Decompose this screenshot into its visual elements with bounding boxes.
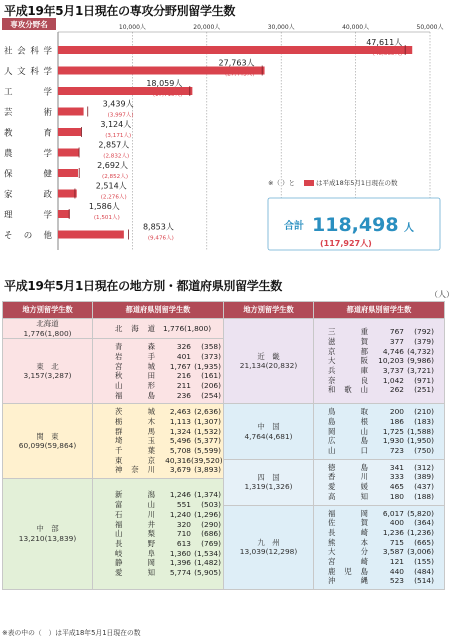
prefecture-name: 千葉 <box>115 446 155 456</box>
prefecture-prev-value: (1,307) <box>194 417 221 426</box>
prefecture-row <box>314 385 444 395</box>
prefecture-prev-value: (210) <box>414 407 434 417</box>
prefecture-value: 5,496 <box>169 436 191 446</box>
prefecture-row <box>314 567 444 577</box>
prefecture-name: 沖縄 <box>328 576 368 586</box>
prefecture-name: 群馬 <box>115 426 155 436</box>
prefecture-prev-value: (5,905) <box>194 567 221 577</box>
prefecture-list <box>314 505 445 590</box>
bar <box>58 108 84 116</box>
prefecture-row <box>93 465 223 475</box>
prefecture-prev-value <box>243 324 273 334</box>
prefecture-row <box>93 500 223 510</box>
region-name: 北海道 <box>36 319 59 328</box>
prefecture-value: 341 <box>389 462 404 472</box>
prefecture-prev-value: (2,636) <box>194 407 221 417</box>
prefecture-prev-value: (1,374) <box>194 490 221 500</box>
prefecture-row <box>314 337 444 347</box>
category-label: 社会科学 <box>4 46 52 57</box>
prefecture-name: 茨城 <box>115 407 155 417</box>
prefecture-name: 秋田 <box>115 371 155 381</box>
prefecture-name: 埼玉 <box>115 436 155 446</box>
total-value: 118,498 <box>312 214 399 236</box>
prefecture-name: 山梨 <box>115 529 155 539</box>
prefecture-prev-value: (5,599) <box>194 446 221 456</box>
prefecture-row <box>314 366 444 376</box>
region-total: 21,134(20,832) <box>239 361 298 371</box>
prefecture-prev-value: (750) <box>414 446 434 456</box>
prefecture-prev-value: (155) <box>414 556 434 566</box>
prefecture-prev-value: (4,732) <box>407 346 434 356</box>
prefecture-value: 6,017 <box>382 508 404 518</box>
prefecture-name: 和歌山 <box>328 385 368 395</box>
region-cell <box>3 319 93 339</box>
prefecture-prev-value: (161) <box>201 371 221 381</box>
prefecture-row <box>93 510 223 520</box>
prefecture-name: 東京 <box>115 455 155 465</box>
prefecture-value: 40,316 <box>165 455 191 465</box>
prefecture-row <box>314 492 444 502</box>
prefecture-value: 1,246 <box>169 490 191 500</box>
prefecture-prev-value: (437) <box>414 482 434 492</box>
prefecture-list <box>93 404 224 479</box>
prefecture-row <box>314 509 444 519</box>
prefecture-name: 山形 <box>115 380 155 390</box>
table-row <box>3 404 445 415</box>
prefecture-value: 10,203 <box>378 356 404 366</box>
prev-value-label: (46,665人) <box>372 51 403 57</box>
prefecture-row <box>314 376 444 386</box>
prev-value-label: (2,852人) <box>102 174 129 180</box>
prefecture-name: 佐賀 <box>328 518 368 528</box>
region-name: 東 北 <box>36 361 59 371</box>
prefecture-row <box>93 558 223 568</box>
prefecture-value: 3,679 <box>169 465 191 475</box>
prev-value-label: (2,832人) <box>103 153 130 160</box>
prefecture-value: 186 <box>389 417 404 426</box>
prefecture-row <box>93 520 223 530</box>
prefecture-row <box>314 482 444 492</box>
prefecture-value: 715 <box>389 537 404 547</box>
prefecture-prev-value: (9,986) <box>407 356 434 366</box>
prefecture-row <box>314 347 444 357</box>
prefecture-prev-value: (389) <box>414 472 434 482</box>
prefecture-value: 465 <box>389 482 404 492</box>
prefecture-name: 長野 <box>115 538 155 548</box>
prefecture-value: 211 <box>176 380 191 390</box>
prefecture-row <box>314 446 444 456</box>
prefecture-name: 鹿児島 <box>328 566 368 576</box>
prefecture-row <box>93 568 223 578</box>
prefecture-row <box>93 427 223 437</box>
legend-swatch <box>304 180 314 186</box>
prefecture-value: 1,767 <box>169 361 191 371</box>
prefecture-prev-value: (373) <box>201 351 221 361</box>
prefecture-value: 4,746 <box>382 346 404 356</box>
table-header-row <box>3 302 445 319</box>
prefecture-prev-value: (665) <box>414 537 434 547</box>
prefecture-prev-value: (1,236) <box>407 527 434 537</box>
value-label: 2,857人 <box>98 140 130 150</box>
prefecture-value: 326 <box>176 342 191 352</box>
prefecture-row <box>93 417 223 427</box>
prefecture-prev-value: (364) <box>414 518 434 528</box>
prev-value-label: (2,276人) <box>100 194 127 201</box>
prefecture-value: 551 <box>176 500 191 510</box>
prefecture-name: 高知 <box>328 491 368 501</box>
value-label: 47,611人 <box>366 38 403 47</box>
x-tick-label: 20,000人 <box>193 24 221 31</box>
category-label: 人文科学 <box>4 67 52 77</box>
bar <box>58 46 412 54</box>
prefecture-name: 福岡 <box>328 508 368 518</box>
category-label: その他 <box>4 231 52 241</box>
prefecture-row <box>314 528 444 538</box>
category-label: 理学 <box>4 210 52 221</box>
prev-value-label: (3,171人) <box>105 133 132 139</box>
prefecture-row <box>93 549 223 559</box>
prefecture-row <box>93 391 223 401</box>
prefecture-prev-value: (39,520) <box>191 455 223 465</box>
prefecture-name: 静岡 <box>115 558 155 568</box>
prefecture-prev-value: (971) <box>414 375 434 385</box>
prefecture-value: 333 <box>389 472 404 482</box>
prefecture-name: 福島 <box>115 390 155 400</box>
prefecture-value: 723 <box>389 446 404 456</box>
table-row <box>3 319 445 339</box>
prefecture-name: 神奈川 <box>115 465 155 475</box>
prefecture-list <box>93 319 224 339</box>
prefecture-row <box>314 407 444 417</box>
prefecture-prev-value: (503) <box>201 500 221 510</box>
prefecture-list <box>93 479 224 590</box>
prefecture-value: 1,042 <box>382 375 404 385</box>
prefecture-prev-value: (1,532) <box>194 426 221 436</box>
prefecture-value: 710 <box>176 529 191 539</box>
region-total: 60,099(59,864) <box>18 441 77 451</box>
prefecture-name: 兵庫 <box>328 366 368 375</box>
region-name: 中 部 <box>36 524 59 534</box>
region-cell <box>3 404 93 479</box>
prefecture-value: 1,776(1,800) <box>163 323 212 333</box>
prefecture-row <box>314 576 444 586</box>
prefecture-row <box>314 427 444 437</box>
prefecture-value: 3,587 <box>382 547 404 557</box>
region-name: 関 東 <box>36 431 59 441</box>
region-total: 4,764(4,681) <box>244 431 293 441</box>
region-cell <box>3 339 93 404</box>
table-title: 平成19年5月1日現在の地方別・都道府県別留学生数 <box>4 279 282 293</box>
prefecture-name: 熊本 <box>328 537 368 547</box>
category-label: 家政 <box>4 190 52 200</box>
region-total: 13,210(13,839) <box>18 534 77 544</box>
header-right-prefecture: 都道府県別留学生数 <box>314 302 445 319</box>
prefecture-name: 京都 <box>328 346 368 356</box>
prefecture-value: 1,236 <box>382 527 404 537</box>
prefecture-name: 北海道 <box>115 323 155 333</box>
category-label: 農学 <box>4 149 52 159</box>
value-label: 3,439人 <box>102 99 134 109</box>
prefecture-value: 121 <box>389 556 404 566</box>
prefecture-row <box>314 463 444 473</box>
x-tick-label: 40,000人 <box>342 24 370 31</box>
header-left-region: 地方別留学生数 <box>3 302 93 319</box>
prefecture-prev-value: (3,721) <box>407 366 434 375</box>
prefecture-name: 岡山 <box>328 426 368 436</box>
prefecture-name: 島根 <box>328 417 368 426</box>
prefecture-list <box>314 319 445 404</box>
prefecture-value: 216 <box>176 371 191 381</box>
region-name: 近 畿 <box>257 351 280 361</box>
prefecture-prev-value: (312) <box>414 462 434 472</box>
prefecture-value: 262 <box>389 385 404 395</box>
prefecture-row <box>93 324 223 334</box>
prefecture-prev-value: (3,006) <box>407 547 434 557</box>
unit-label: （人） <box>430 290 454 299</box>
prefecture-value: 3,737 <box>382 366 404 375</box>
bar <box>58 231 124 239</box>
prefecture-row <box>93 362 223 372</box>
prefecture-prev-value: (379) <box>414 336 434 346</box>
prefecture-prev-value: (358) <box>201 342 221 352</box>
prefecture-name: 新潟 <box>115 490 155 500</box>
prefecture-name: 徳島 <box>328 462 368 472</box>
region-cell <box>224 459 314 505</box>
major-field-bar-chart <box>0 18 447 278</box>
value-label: 27,763人 <box>218 58 255 68</box>
bar <box>58 190 77 198</box>
prefecture-value: 1,725 <box>382 426 404 436</box>
prefecture-row <box>314 538 444 548</box>
prefecture-name: 滋賀 <box>328 336 368 346</box>
prefecture-prev-value: (686) <box>201 529 221 539</box>
prefecture-name: 青森 <box>115 342 155 352</box>
category-label: 芸術 <box>4 108 52 118</box>
prefecture-row <box>93 456 223 466</box>
total-label: 合計 <box>284 221 304 232</box>
prev-value-label: (27,443人) <box>225 71 255 78</box>
table-body <box>3 319 445 590</box>
prefecture-prev-value: (514) <box>414 576 434 586</box>
x-tick-label: 30,000人 <box>267 24 295 31</box>
prefecture-name: 愛媛 <box>328 482 368 492</box>
prefecture-prev-value: (1,935) <box>194 361 221 371</box>
prefecture-prev-value: (251) <box>414 385 434 395</box>
prefecture-prev-value: (206) <box>201 380 221 390</box>
prefecture-value: 1,396 <box>169 558 191 568</box>
prefecture-row <box>314 547 444 557</box>
value-label: 18,059人 <box>146 79 183 88</box>
prefecture-value: 377 <box>389 336 404 346</box>
prefecture-name: 奈良 <box>328 375 368 385</box>
prefecture-row <box>314 557 444 567</box>
footnote: ※表の中の（ ）は平成18年5月1日現在の数 <box>2 629 141 637</box>
region-total: 1,319(1,326) <box>244 482 293 492</box>
total-prev: (117,927人) <box>320 239 372 248</box>
bar <box>58 149 79 157</box>
prefecture-value: 767 <box>389 327 404 337</box>
prefecture-row <box>314 518 444 528</box>
prefecture-row <box>93 539 223 549</box>
prefecture-name: 鳥取 <box>328 407 368 417</box>
header-left-prefecture: 都道府県別留学生数 <box>93 302 224 319</box>
value-label: 3,124人 <box>100 120 132 129</box>
prefecture-prev-value: (254) <box>201 390 221 400</box>
prefecture-name: 宮城 <box>115 361 155 371</box>
total-unit: 人 <box>404 223 414 234</box>
prefecture-name: 大阪 <box>328 356 368 366</box>
value-label: 2,514人 <box>95 181 127 191</box>
prefecture-list <box>93 339 224 404</box>
prefecture-prev-value: (1,950) <box>407 436 434 446</box>
prefecture-row <box>314 327 444 337</box>
prefecture-name: 富山 <box>115 500 155 510</box>
prefecture-name: 栃木 <box>115 417 155 426</box>
prev-value-label: (3,997人) <box>107 112 134 119</box>
bar <box>58 169 78 177</box>
prefecture-name: 大分 <box>328 547 368 557</box>
prefecture-prev-value: (1,296) <box>194 509 221 519</box>
prefecture-row <box>93 529 223 539</box>
region-name: 中 国 <box>257 421 280 431</box>
prefecture-list <box>314 459 445 505</box>
region-cell <box>3 479 93 590</box>
bar <box>58 210 70 218</box>
region-total: 13,039(12,298) <box>239 547 298 557</box>
prefecture-name: 広島 <box>328 436 368 446</box>
category-label: 教育 <box>4 128 52 139</box>
prefecture-value: 320 <box>176 519 191 529</box>
legend-note-suffix: は平成18年5月1日現在の数 <box>316 179 398 187</box>
prefecture-value: 2,463 <box>169 407 191 417</box>
header-right-region: 地方別留学生数 <box>224 302 314 319</box>
prefecture-prev-value: (1,588) <box>407 426 434 436</box>
prefecture-value: 200 <box>389 407 404 417</box>
prefecture-row <box>314 472 444 482</box>
prefecture-value: 400 <box>389 518 404 528</box>
prefecture-row <box>314 356 444 366</box>
prefecture-value: 401 <box>176 351 191 361</box>
prefecture-name: 香川 <box>328 472 368 482</box>
prefecture-prev-value: (792) <box>414 327 434 337</box>
value-label: 1,586人 <box>88 202 120 211</box>
value-label: 8,853人 <box>142 222 174 232</box>
prefecture-prev-value: (484) <box>414 566 434 576</box>
legend-note-prefix: ※（ ）と <box>268 179 296 187</box>
category-header-label: 専攻分野名 <box>10 20 48 29</box>
bar <box>58 128 81 136</box>
region-name: 四 国 <box>257 472 280 482</box>
prefecture-prev-value: (769) <box>201 538 221 548</box>
region-cell <box>224 505 314 590</box>
prefecture-name: 岐阜 <box>115 548 155 558</box>
prefecture-name: 宮崎 <box>328 556 368 566</box>
prefecture-value: 1,113 <box>169 417 191 426</box>
prefecture-prev-value: (5,377) <box>194 436 221 446</box>
prefecture-row <box>93 381 223 391</box>
prev-value-label: (1,501人) <box>93 215 120 221</box>
prefecture-row <box>93 342 223 352</box>
x-tick-label: 10,000人 <box>118 24 146 31</box>
prefecture-value: 613 <box>176 538 191 548</box>
prefecture-prev-value: (290) <box>201 519 221 529</box>
category-label: 保健 <box>4 169 52 180</box>
prefecture-name: 石川 <box>115 509 155 519</box>
prefecture-name: 三重 <box>328 327 368 337</box>
prefecture-row <box>314 436 444 446</box>
prefecture-name: 長崎 <box>328 527 368 537</box>
prefecture-value: 180 <box>389 491 404 501</box>
prefecture-name: 山口 <box>328 446 368 456</box>
category-label: 工学 <box>4 87 52 98</box>
regional-table <box>2 301 445 590</box>
prefecture-row <box>314 417 444 427</box>
region-cell <box>224 404 314 459</box>
prefecture-prev-value: (5,820) <box>407 508 434 518</box>
prefecture-name: 岩手 <box>115 351 155 361</box>
prefecture-row <box>93 352 223 362</box>
prefecture-prev-value: (3,893) <box>194 465 221 475</box>
prefecture-prev-value: (188) <box>414 491 434 501</box>
prefecture-prev-value: (183) <box>414 417 434 426</box>
prefecture-prev-value: (1,534) <box>194 548 221 558</box>
prefecture-row <box>93 446 223 456</box>
prefecture-value: 1,240 <box>169 509 191 519</box>
prefecture-row <box>93 371 223 381</box>
prefecture-prev-value: (1,482) <box>194 558 221 568</box>
prefecture-row <box>93 490 223 500</box>
prev-value-label: (17,715人) <box>152 92 183 98</box>
prefecture-row <box>93 407 223 417</box>
prefecture-value: 1,360 <box>169 548 191 558</box>
prefecture-name: 福井 <box>115 519 155 529</box>
prefecture-name: 愛知 <box>115 567 155 577</box>
prefecture-value: 5,774 <box>169 567 191 577</box>
prefecture-value: 236 <box>176 390 191 400</box>
prefecture-value: 1,930 <box>382 436 404 446</box>
prefecture-list <box>314 404 445 459</box>
chart-title: 平成19年5月1日現在の専攻分野別留学生数 <box>4 4 236 18</box>
prefecture-value: 523 <box>389 576 404 586</box>
region-name: 九 州 <box>257 537 280 547</box>
region-total: 1,776(1,800) <box>23 328 72 338</box>
prefecture-row <box>93 436 223 446</box>
prev-value-label: (9,476人) <box>147 235 174 242</box>
value-label: 2,692人 <box>97 161 129 170</box>
prefecture-value: 1,324 <box>169 426 191 436</box>
prefecture-value: 5,708 <box>169 446 191 456</box>
region-total: 3,157(3,287) <box>23 371 72 381</box>
x-tick-label: 50,000人 <box>416 24 444 31</box>
prefecture-value: 440 <box>389 566 404 576</box>
